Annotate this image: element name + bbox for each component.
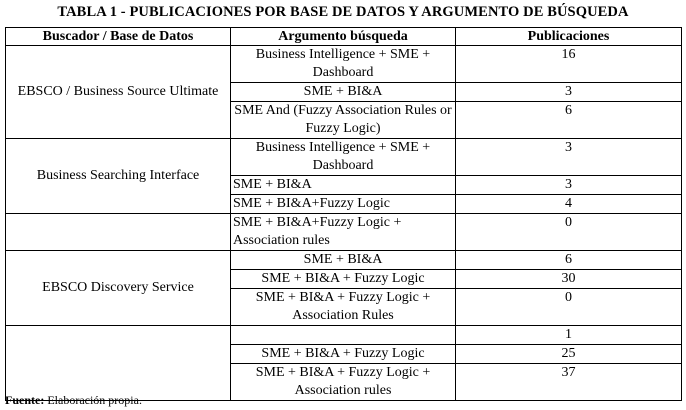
database-cell: EBSCO Discovery Service — [6, 251, 231, 326]
source-note — [5, 393, 142, 408]
source-text: Elaboración propia. — [44, 393, 142, 407]
argument-cell: SME + BI&A+Fuzzy Logic — [231, 195, 456, 214]
header-database: Buscador / Base de Datos — [6, 28, 231, 46]
argument-cell: SME + BI&A + Fuzzy Logic + Association Rules — [231, 289, 456, 326]
database-cell: Business Searching Interface — [6, 139, 231, 214]
publications-cell: 4 — [456, 195, 682, 214]
argument-cell: Business Intelligence + SME + Dashboard — [231, 139, 456, 176]
argument-cell: SME + BI&A + Fuzzy Logic — [231, 270, 456, 289]
publications-cell: 0 — [456, 214, 682, 251]
table-row — [6, 139, 682, 176]
header-row — [6, 28, 682, 46]
publications-cell: 3 — [456, 139, 682, 176]
database-cell — [6, 214, 231, 251]
source-label: Fuente: — [5, 393, 45, 407]
table-title: TABLA 1 - PUBLICACIONES POR BASE DE DATOS Y ARGUMENTO DE BÚSQUEDA — [57, 4, 629, 20]
argument-cell: SME + BI&A + Fuzzy Logic — [231, 345, 456, 364]
argument-cell — [231, 326, 456, 345]
argument-cell: SME And (Fuzzy Association Rules or Fuzzy Logic) — [231, 102, 456, 139]
publications-cell: 30 — [456, 270, 682, 289]
publications-cell: 6 — [456, 102, 682, 139]
publications-cell: 3 — [456, 176, 682, 195]
argument-cell: SME + BI&A — [231, 251, 456, 270]
argument-cell: Business Intelligence + SME + Dashboard — [231, 46, 456, 83]
publications-cell: 16 — [456, 46, 682, 83]
table-row — [6, 214, 682, 251]
publications-cell: 37 — [456, 364, 682, 401]
publications-cell: 6 — [456, 251, 682, 270]
header-search-argument: Argumento búsqueda — [231, 28, 456, 46]
publications-table — [5, 27, 682, 401]
argument-cell: SME + BI&A + Fuzzy Logic + Association rules — [231, 364, 456, 401]
publications-cell: 1 — [456, 326, 682, 345]
publications-cell: 25 — [456, 345, 682, 364]
table-row — [6, 251, 682, 270]
table-row — [6, 326, 682, 345]
table-row — [6, 46, 682, 83]
argument-cell: SME + BI&A+Fuzzy Logic + Association rules — [231, 214, 456, 251]
header-publications: Publicaciones — [456, 28, 682, 46]
database-cell: EBSCO / Business Source Ultimate — [6, 46, 231, 139]
publications-cell: 0 — [456, 289, 682, 326]
database-cell — [6, 326, 231, 401]
argument-cell: SME + BI&A — [231, 83, 456, 102]
argument-cell: SME + BI&A — [231, 176, 456, 195]
publications-cell: 3 — [456, 83, 682, 102]
